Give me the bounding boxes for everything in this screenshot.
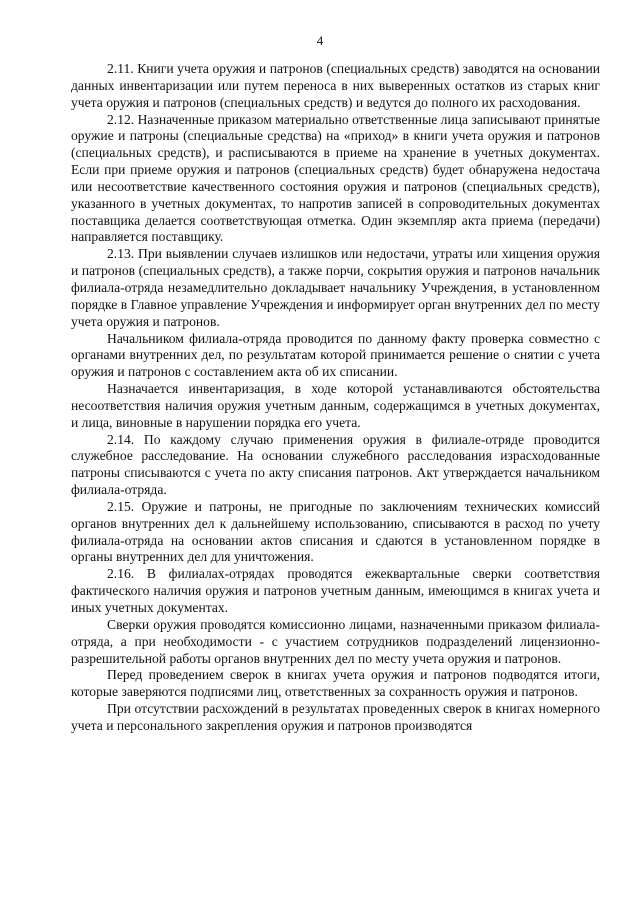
paragraph-2-13-inventory: Назначается инвентаризация, в ходе которой устанавливаются обстоятельства несоответствия наличия оружия учетным данным, содержащимся в учетных документах, и лица, виновные в нарушении порядка его учета. <box>71 381 600 430</box>
paragraph-2-16-commission: Сверки оружия проводятся комиссионно лицами, назначенными приказом филиала-отряда, а при необходимости - с участием сотрудников подразделений лицензионно-разрешительной работы органов внутренних дел по месту учета оружия и патронов. <box>71 616 600 666</box>
paragraph-2-16: 2.16. В филиалах-отрядах проводятся ежеквартальные сверки соответствия фактического наличия оружия и патронов учетным данным, имеющимся в книгах учета и иных учетных документах. <box>71 566 600 615</box>
document-body <box>71 61 600 735</box>
paragraph-2-16-totals: Перед проведением сверок в книгах учета оружия и патронов подводятся итоги, которые заверяются подписями лиц, ответственных за сохранность оружия и патронов. <box>71 667 600 700</box>
paragraph-2-13-check: Начальником филиала-отряда проводится по данному факту проверка совместно с органами внутренних дел, по результатам которой принимается решение о снятии с учета оружия и патронов с составлением акта об их списании. <box>71 330 600 380</box>
paragraph-2-11: 2.11. Книги учета оружия и патронов (специальных средств) заводятся на основании данных инвентаризации или путем переноса в них выверенных остатков из старых книг учета оружия и патронов (специальных средств) и ведутся до полного их расходования. <box>71 61 600 110</box>
paragraph-2-13: 2.13. При выявлении случаев излишков или недостачи, утраты или хищения оружия и патронов (специальных средств), а также порчи, сокрытия оружия и патронов начальник филиала-отряда незамедлительно докладывает начальнику Учреждения, в установленном порядке в Главное управление Учреждения и информирует орган внутренних дел по месту учета оружия и патронов. <box>71 246 600 329</box>
paragraph-2-14: 2.14. По каждому случаю применения оружия в филиале-отряде проводится служебное расследование. На основании служебного расследования израсходованные патроны списываются с учета по акту списания патронов. Акт утверждается начальником филиала-отряда. <box>71 431 600 498</box>
page-number: 4 <box>316 33 324 48</box>
paragraph-2-12: 2.12. Назначенные приказом материально ответственные лица записывают принятые оружие и патроны (специальные средства) на «приход» в книги учета оружия и патронов (специальных средств), и расписываются в приеме на хранение в учетных документах. Если при приеме оружия и патронов (специальных средств) будет обнаружена недостача или несоответствие качественного состояния оружия и патронов (специальных средств), указанного в учетных документах, то напротив записей в сопроводительных документах поставщика делается соответствующая отметка. Один экземпляр акта приема (передачи) направляется поставщику. <box>71 111 600 245</box>
paragraph-2-16-no-discrepancy: При отсутствии расхождений в результатах проведенных сверок в книгах номерного учета и персонального закрепления оружия и патронов производятся <box>71 701 600 733</box>
paragraph-2-15: 2.15. Оружие и патроны, не пригодные по заключениям технических комиссий органов внутренних дел к дальнейшему использованию, списываются в расход по учету филиала-отряда на основании актов списания и сдаются в установленном порядке в органы внутренних дел для уничтожения. <box>71 498 600 565</box>
